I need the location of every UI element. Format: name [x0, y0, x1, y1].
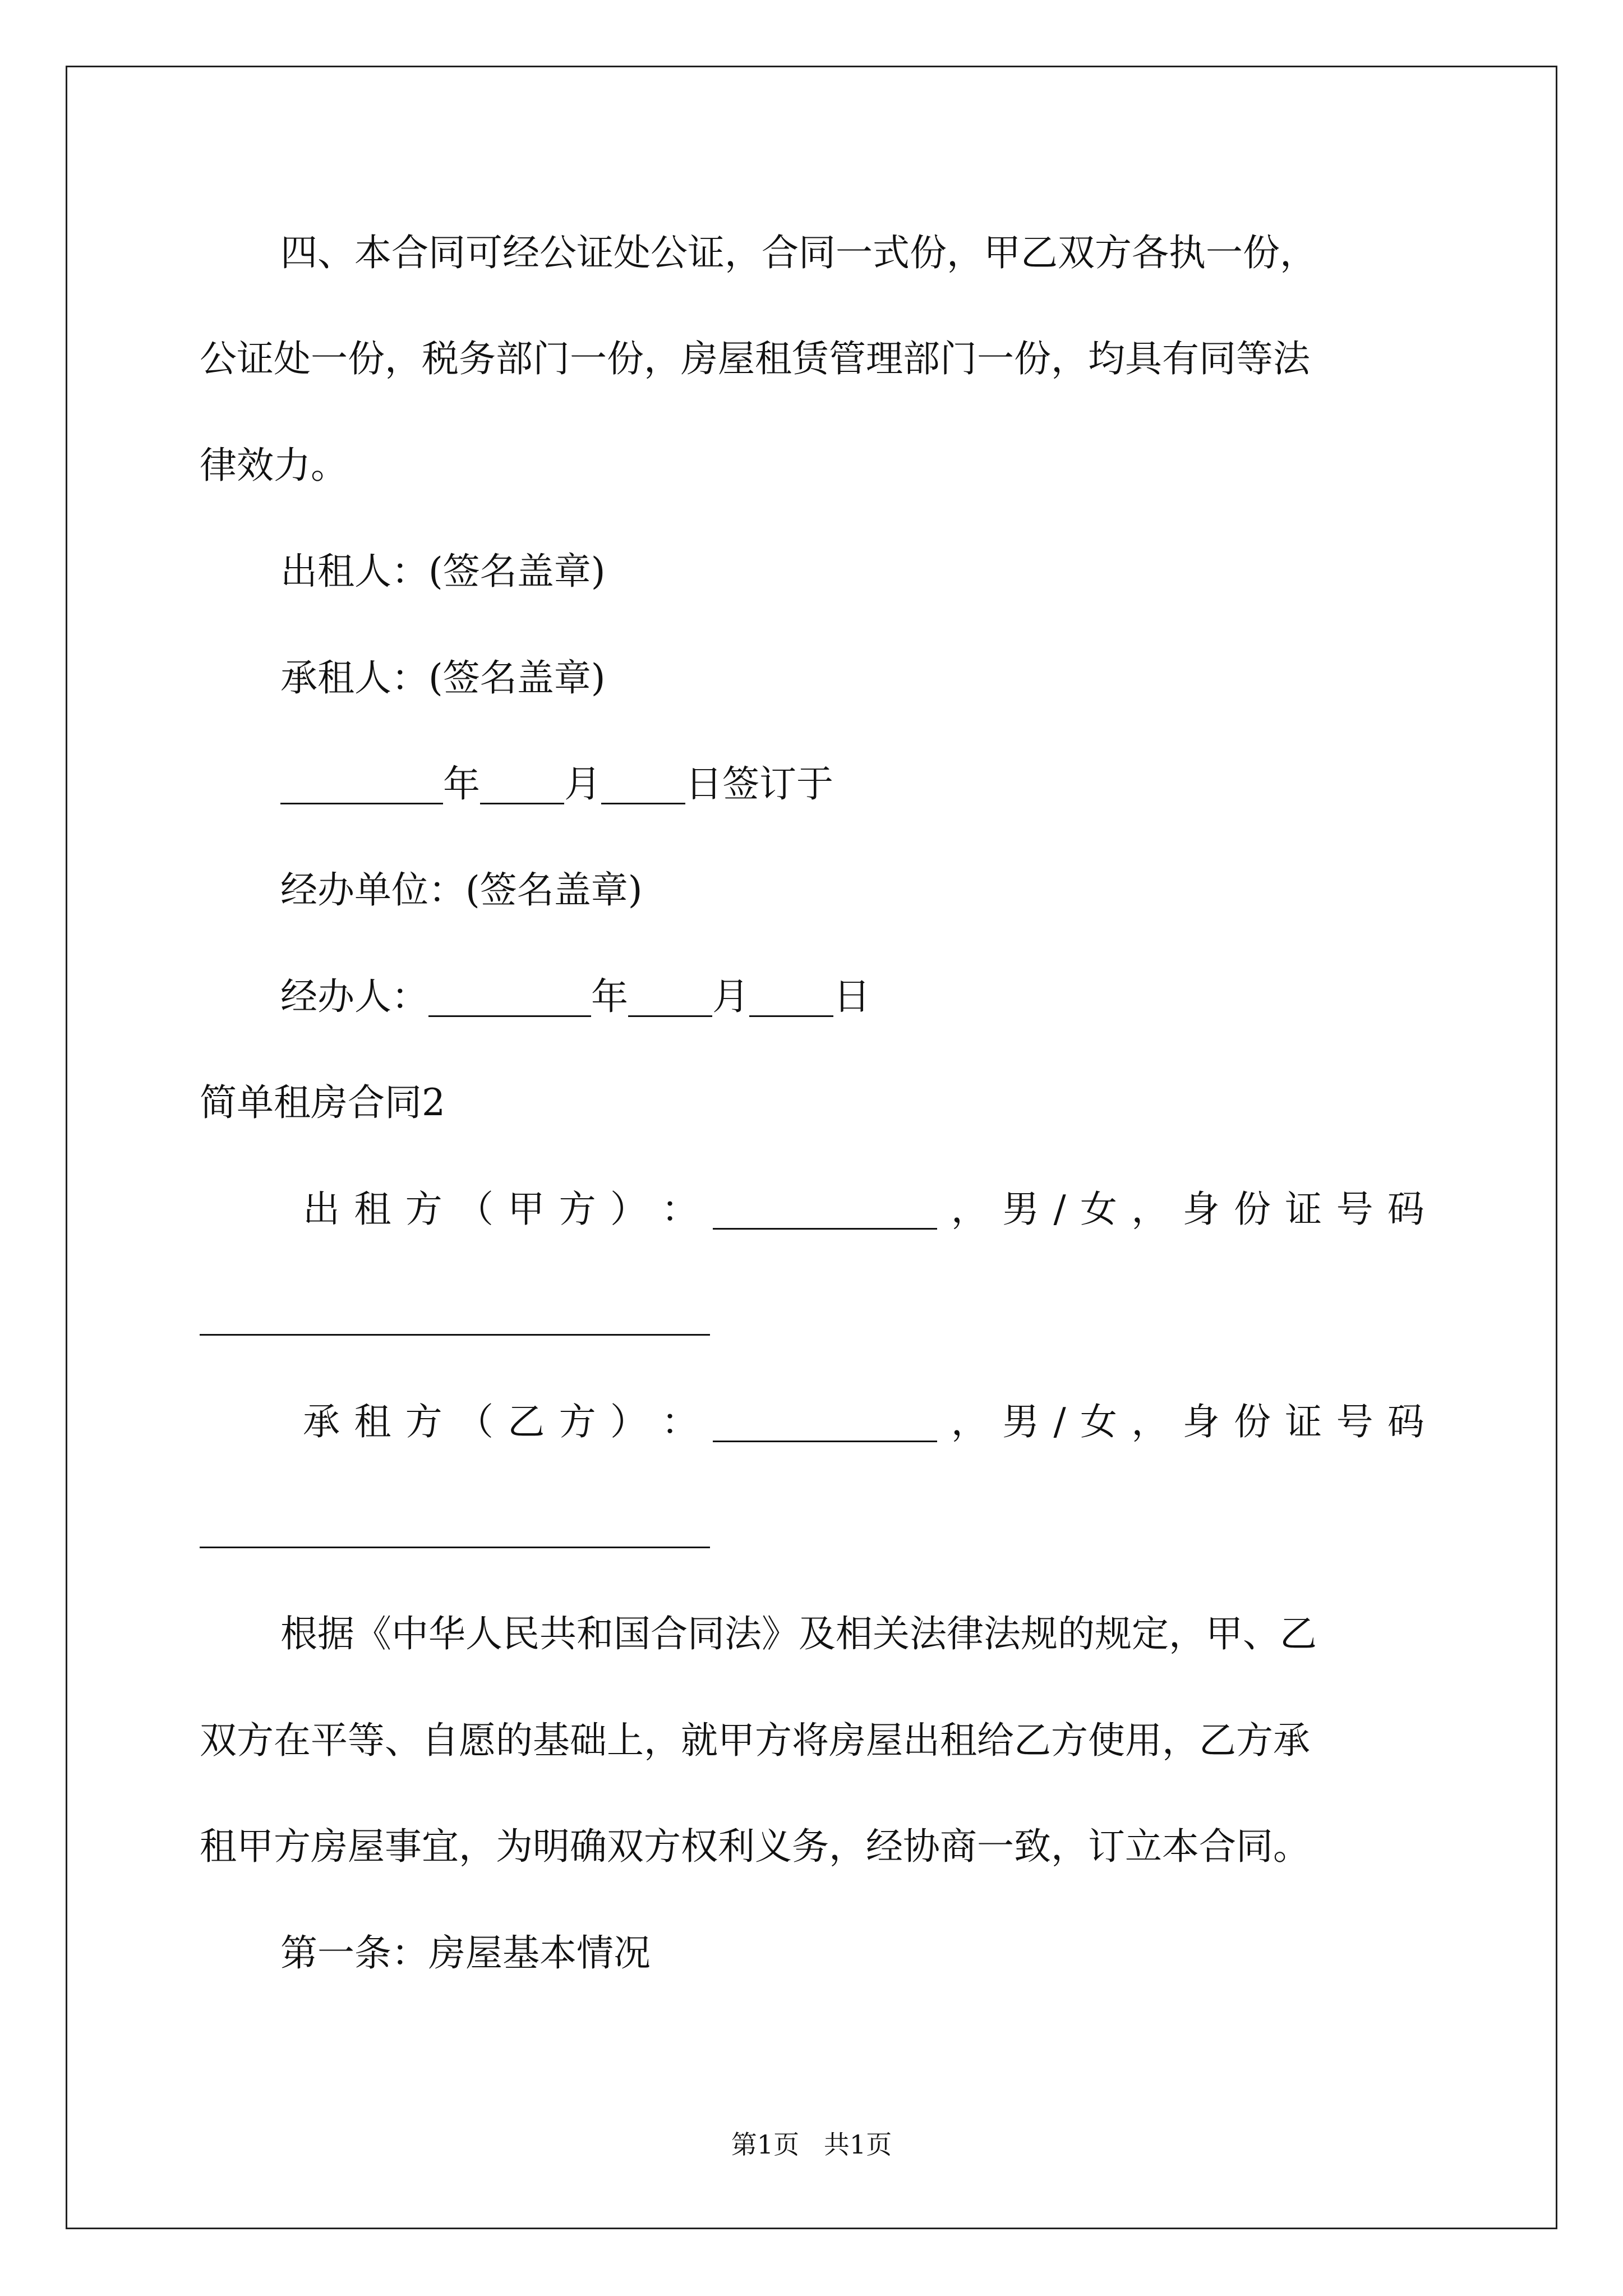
handler-day-blank [749, 978, 833, 1017]
agency-signature: 经办单位：(签名盖章) [280, 868, 643, 912]
lessee-char: 男 [1002, 1400, 1040, 1443]
month-label: 月 [564, 762, 601, 806]
handler-day-label: 日 [833, 975, 870, 1018]
lessor-char: 份 [1233, 1188, 1271, 1231]
lessor-char: 出 [303, 1188, 340, 1231]
year-blank [280, 766, 443, 804]
lessor-char: ， [951, 1188, 988, 1231]
lessor-char: 方 [559, 1188, 596, 1231]
article-1-heading: 第一条：房屋基本情况 [280, 1931, 651, 1975]
month-blank [480, 766, 564, 804]
handler-year-blank [428, 978, 591, 1017]
lessor-char: 号 [1336, 1188, 1373, 1231]
clause-4-line-2: 公证处一份，税务部门一份，房屋租赁管理部门一份，均具有同等法 [200, 337, 1310, 380]
lessee-char: 女 [1080, 1400, 1117, 1443]
lessor-char: ， [1131, 1188, 1169, 1231]
lessee-char: / [1053, 1400, 1066, 1443]
lessee-party-line [303, 1400, 1424, 1443]
lessor-id-blank [200, 1334, 710, 1336]
lessee-char: 租 [354, 1400, 391, 1443]
lessor-char: （ [456, 1188, 494, 1231]
lessor-char: 租 [354, 1188, 391, 1231]
lessor-char: 证 [1285, 1188, 1322, 1231]
lessee-char: 承 [303, 1400, 340, 1443]
lessor-char: 方 [405, 1188, 442, 1231]
handler-label: 经办人： [280, 975, 428, 1018]
lessee-char: 乙 [508, 1400, 545, 1443]
lessee-name-blank [713, 1404, 937, 1442]
day-blank [601, 766, 685, 804]
lessee-char: 码 [1387, 1400, 1424, 1443]
day-signed-at-label: 日签订于 [685, 762, 833, 806]
lessee-id-blank [200, 1547, 710, 1548]
lessee-char: ， [1131, 1400, 1169, 1443]
handler-month-blank [628, 978, 712, 1017]
basis-line-2: 双方在平等、自愿的基础上，就甲方将房屋出租给乙方使用，乙方承 [200, 1719, 1310, 1762]
lessor-char: / [1053, 1188, 1066, 1231]
basis-line-1: 根据《中华人民共和国合同法》及相关法律法规的规定，甲、乙 [280, 1612, 1317, 1655]
handler-month-label: 月 [712, 975, 749, 1018]
lessee-signature: 承租人：(签名盖章) [280, 656, 606, 700]
lessee-char: 份 [1233, 1400, 1271, 1443]
lessee-char: 方 [405, 1400, 442, 1443]
lessee-char: 身 [1182, 1400, 1220, 1443]
lessee-char: （ [456, 1400, 494, 1443]
clause-4-line-1: 四、本合同可经公证处公证，合同一式份，甲乙双方各执一份， [280, 231, 1317, 274]
lessor-char: 身 [1182, 1188, 1220, 1231]
page-footer: 第1页 共1页 [731, 2129, 892, 2160]
lessee-char: ： [661, 1400, 699, 1443]
lessee-char: 号 [1336, 1400, 1373, 1443]
lessee-char: 方 [559, 1400, 596, 1443]
year-label: 年 [443, 762, 480, 806]
lessee-char: ） [610, 1400, 647, 1443]
clause-4-line-3: 律效力。 [200, 444, 348, 487]
lessor-signature: 出租人：(签名盖章) [280, 550, 606, 593]
lessor-party-line [303, 1188, 1424, 1231]
lessor-name-blank [713, 1191, 937, 1230]
lessor-char: ） [610, 1188, 647, 1231]
handler-year-label: 年 [591, 975, 628, 1018]
basis-line-3: 租甲方房屋事宜，为明确双方权利义务，经协商一致，订立本合同。 [200, 1825, 1310, 1868]
signed-date-line [280, 762, 833, 806]
lessee-char: 证 [1285, 1400, 1322, 1443]
lessor-char: 男 [1002, 1188, 1040, 1231]
handler-line [280, 975, 870, 1018]
lessor-char: 甲 [508, 1188, 545, 1231]
lessor-char: ： [661, 1188, 699, 1231]
lessor-char: 码 [1387, 1188, 1424, 1231]
section-title: 简单租房合同2 [200, 1081, 445, 1124]
page-border [66, 66, 1557, 2229]
lessor-char: 女 [1080, 1188, 1117, 1231]
lessee-char: ， [951, 1400, 988, 1443]
